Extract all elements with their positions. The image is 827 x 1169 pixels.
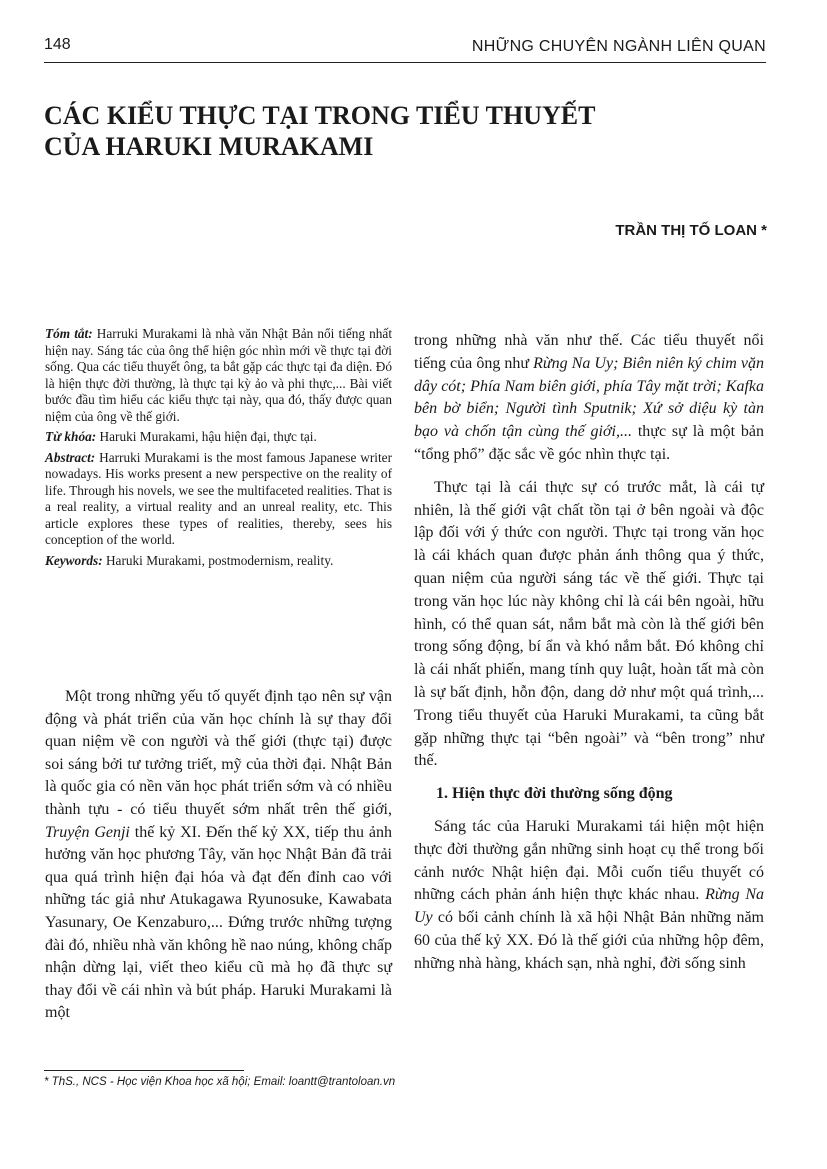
body-text: thế kỷ XI. Đến thế kỷ XX, tiếp thu ảnh hưởng văn học phương Tây, văn học Nhật Bản đã trải qua quá trình hiện đại hóa và đạt đến đỉnh cao với những tác giả như Atukagawa Ryunosuke, Kawabata Yasunary, Oe Kenzaburo,... Đứng trước những tượng đài đó, nhiều nhà văn không hề nao núng, không chấp nhận dừng lại, viết theo kiểu cũ mà họ đã thực sự thay đổi về cái nhìn và bút pháp. Haruki Murakami là một xyxy=(45,823,393,1022)
abstract-en xyxy=(45,450,392,549)
body-paragraph xyxy=(414,816,764,976)
body-paragraph xyxy=(45,686,392,1025)
body-paragraph xyxy=(414,330,764,467)
keywords-en-text: Haruki Murakami, postmodernism, reality. xyxy=(105,552,334,568)
work-title: Truyện Genji xyxy=(45,823,130,841)
title-line-2: CỦA HARUKI MURAKAMI xyxy=(44,132,374,161)
summary-text: Harruki Murakami là nhà văn Nhật Bản nổi tiếng nhất hiện nay. Sáng tác của ông thể hiện góc nhìn mới về thực tại đời sống. Qua các tiểu thuyết ông, ta bắt gặp các thực tại đa diện. Đó là hiện thực đời thường, là thực tại kỳ ảo và phi thực,... Bài viết bước đầu tìm hiểu các kiểu thực tại này, qua đó, thấy được quan niệm của ông về thế giới. xyxy=(45,326,393,424)
summary-label: Tóm tắt: xyxy=(45,326,93,341)
title-line-1: CÁC KIỂU THỰC TẠI TRONG TIỂU THUYẾT xyxy=(44,101,596,130)
abstract-text: Harruki Murakami is the most famous Japanese writer nowadays. His works present a new perspective on the reality of life. Through his novels, we see the multifaceted realities. That is a real reality, a virtual reality and an unreal reality, etc. This article explores these types of realities, thereby, sees his conception of the world. xyxy=(45,449,392,547)
body-text: trong những nhà văn như thế. Các tiểu thuyết nổi tiếng của ông như xyxy=(414,332,764,372)
page-number: 148 xyxy=(44,36,71,53)
body-text: thực sự là một bản “tổng phổ” đặc sắc về góc nhìn thực tại. xyxy=(414,423,764,463)
author-footnote: * ThS., NCS - Học viện Khoa học xã hội; Email: loantt@trantoloan.vn xyxy=(44,1076,396,1088)
body-text: Một trong những yếu tố quyết định tạo nên sự vận động và phát triển của văn học chính là sự thay đổi quan niệm về con người và thế giới (thực tại) được soi sáng bởi tư tưởng triết, mỹ của thời đại. Nhật Bản là quốc gia có nền văn học phát triển sớm và có nhiều thành tựu - có tiểu thuyết sớm nhất trên thế giới, xyxy=(45,688,392,818)
header-rule xyxy=(44,62,766,63)
work-titles: Rừng Na Uy; Biên niên ký chim vặn dây cót; Phía Nam biên giới, phía Tây mặt trời; Kafka bên bờ biển; Người tình Sputnik; Xứ sở diệu kỳ tàn bạo và chốn tận cùng thế giới,... xyxy=(414,354,764,441)
keywords-en xyxy=(45,553,392,570)
abstract-block xyxy=(45,326,392,573)
article-title xyxy=(44,100,684,162)
footnote-rule xyxy=(44,1070,244,1071)
keywords-vi-text: Haruki Murakami, hậu hiện đại, thực tại. xyxy=(99,429,317,444)
keywords-vi-label: Từ khóa: xyxy=(45,429,97,444)
body-left-column xyxy=(45,686,392,1025)
page-header xyxy=(44,34,766,64)
summary-vi xyxy=(45,326,392,425)
running-head: NHỮNG CHUYÊN NGÀNH LIÊN QUAN xyxy=(471,38,766,55)
body-paragraph: Thực tại là cái thực sự có trước mắt, là cái tự nhiên, là thế giới vật chất tồn tại ở bên ngoài và độc lập đối với ý thức con người. Thực tại trong văn học là cái khách quan được phản ánh thông qua ý thức, quan niệm của người sáng tác về thế giới. Thực tại trong văn học lúc này không chỉ là cái bên ngoài, hữu hình, có thể quan sát, nắm bắt mà còn là thế giới bên trong sống động, bí ẩn và khó nắm bắt. Đó không chỉ là cái nhất phiến, mang tính quy luật, hoàn tất mà còn là sự bất định, hỗn độn, dang dở như một quá trình,... Trong tiểu thuyết của Haruki Murakami, ta cũng bắt gặp những thực tại “bên ngoài” và “bên trong” như thế. xyxy=(414,478,764,770)
keywords-vi xyxy=(45,429,392,446)
body-right-column xyxy=(414,330,764,986)
work-title: Rừng Na Uy xyxy=(414,886,765,927)
section-heading: 1. Hiện thực đời thường sống động xyxy=(436,785,673,803)
abstract-label: Abstract: xyxy=(45,449,96,465)
author-name: TRẦN THỊ TỐ LOAN * xyxy=(615,222,767,239)
body-text: có bối cảnh chính là xã hội Nhật Bản những năm 60 của thế kỷ XX. Đó là thế giới của những hộp đêm, những nhà hàng, khách sạn, nhà nghỉ, đời sống sinh xyxy=(414,909,765,972)
keywords-en-label: Keywords: xyxy=(45,552,103,568)
body-text: Sáng tác của Haruki Murakami tái hiện một hiện thực đời thường gắn những sinh hoạt cụ thể trong bối cảnh nước Nhật hiện đại. Mỗi cuốn tiểu thuyết có những cách phản ánh hiện thực khác nhau. xyxy=(414,817,764,904)
